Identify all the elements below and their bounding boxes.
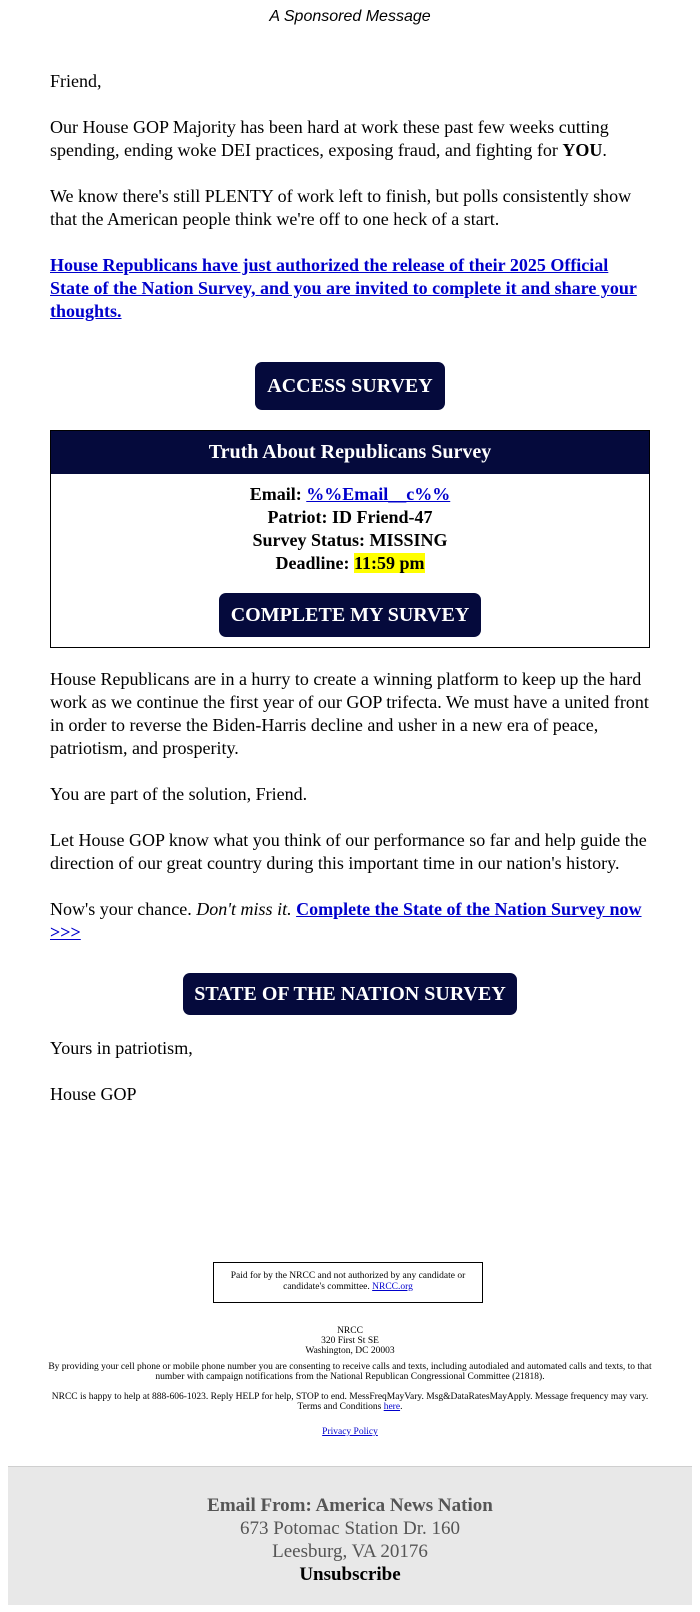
footer-address-2: Washington, DC 20003 — [305, 1346, 395, 1356]
paragraph-6: Let House GOP know what you think of our performance so far and help guide the direction of our great country during this important time in our nation's history. — [50, 830, 647, 873]
sender-footer — [8, 1466, 692, 1605]
paragraph-2: We know there's still PLENTY of work left to finish, but polls consistently show that the American people think we're off to one heck of a start. — [50, 186, 632, 229]
nrcc-link[interactable]: NRCC.org — [372, 1282, 413, 1292]
sponsored-label: A Sponsored Message — [269, 8, 431, 25]
paragraph-7-text: Now's your chance. — [50, 899, 197, 919]
survey-email-label: Email: — [249, 484, 307, 504]
survey-email-row — [51, 483, 649, 506]
email-from: Email From: America News Nation — [207, 1495, 493, 1516]
paragraph-5: You are part of the solution, Friend. — [50, 784, 308, 804]
paragraph-7-italic: Don't miss it. — [196, 899, 292, 919]
sender-street: 673 Potomac Station Dr. 160 — [239, 1518, 461, 1539]
paragraph-4: House Republicans are in a hurry to create a winning platform to keep up the hard work as we continue the first year of our GOP trifecta. We must have a united front in order to reverse the Biden-Harris decline and usher in a new era of peace, patriotism, and prosperity. — [50, 669, 649, 758]
email-body — [50, 70, 650, 1129]
footer-help-end: . — [400, 1402, 403, 1412]
signature: House GOP — [50, 1084, 137, 1104]
footer-privacy — [48, 1427, 652, 1437]
complete-my-survey-button[interactable]: COMPLETE MY SURVEY — [219, 593, 482, 637]
paragraph-1 — [50, 116, 650, 162]
survey-card-title: Truth About Republicans Survey — [51, 431, 649, 474]
survey-card-body — [51, 474, 649, 647]
greeting: Friend, — [50, 71, 102, 91]
survey-deadline-row — [51, 552, 649, 575]
paragraph-1-bold: YOU — [562, 140, 603, 160]
unsubscribe-link[interactable]: Unsubscribe — [299, 1564, 401, 1585]
signoff — [50, 1037, 650, 1106]
footer-address-1: 320 First St SE — [321, 1336, 379, 1346]
body-continued — [50, 668, 650, 944]
survey-release-link[interactable]: House Republicans have just authorized the release of their 2025 Official State of the Nation Survey, and you are invited to complete it and share your thoughts. — [50, 255, 637, 321]
paid-for-text: Paid for by the NRCC and not authorized by any candidate or candidate's committee. — [230, 1271, 466, 1292]
terms-link[interactable]: here — [383, 1402, 401, 1412]
footer-address — [48, 1326, 652, 1356]
access-button-wrap — [50, 346, 650, 410]
survey-patriot-id: Patriot: ID Friend-47 — [267, 507, 433, 527]
access-survey-button[interactable]: ACCESS SURVEY — [255, 362, 444, 410]
privacy-policy-link[interactable]: Privacy Policy — [322, 1427, 378, 1437]
paragraph-3 — [50, 254, 650, 323]
state-of-the-nation-button[interactable]: STATE OF THE NATION SURVEY — [183, 973, 517, 1015]
footer-org: NRCC — [337, 1326, 363, 1336]
nation-button-wrap — [50, 967, 650, 1015]
footer-help — [48, 1392, 652, 1412]
paragraph-1-end: . — [602, 140, 607, 160]
survey-email-link[interactable]: %%Email__c%% — [306, 484, 451, 504]
closing: Yours in patriotism, — [50, 1038, 193, 1058]
survey-deadline-label: Deadline: — [275, 553, 354, 573]
paragraph-7 — [50, 898, 650, 944]
paragraph-1-text: Our House GOP Majority has been hard at work these past few weeks cutting spending, ending woke DEI practices, exposing fraud, and fighting for — [50, 117, 609, 160]
footer-help-text: NRCC is happy to help at 888-606-1023. Reply HELP for help, STOP to end. MessFreqMayVary. Msg&DataRatesMayApply. Message frequency may vary. Terms and Conditions — [51, 1392, 649, 1412]
complete-survey-now-link[interactable]: Complete the State of the Nation Survey now >>> — [50, 899, 642, 942]
footer-consent: By providing your cell phone or mobile phone number you are consenting to receive calls and texts, including autodialed and automated calls and texts, to that number with campaign notifications from the National Republican Congressional Committee (21818). — [48, 1362, 652, 1382]
survey-deadline-value: 11:59 pm — [353, 553, 425, 573]
sender-city: Leesburg, VA 20176 — [272, 1541, 428, 1562]
paid-for-box — [213, 1262, 483, 1303]
survey-status: Survey Status: MISSING — [252, 530, 448, 550]
survey-card — [50, 430, 650, 648]
